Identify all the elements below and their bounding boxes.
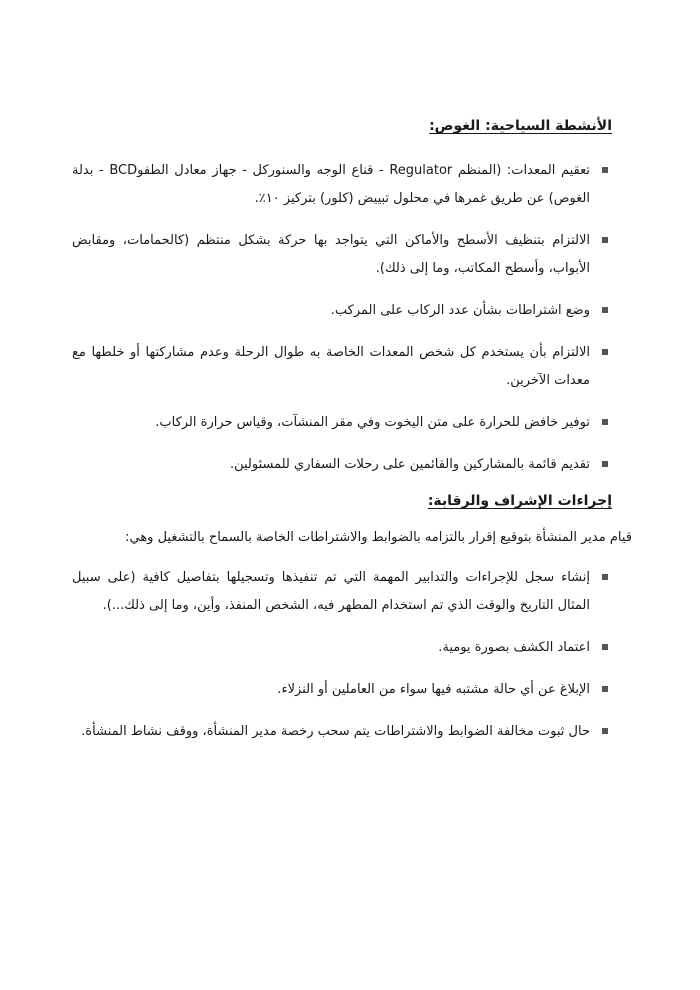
bullet-icon — [602, 686, 608, 692]
list-item — [72, 157, 612, 213]
supervision-list — [72, 564, 612, 746]
bullet-icon — [602, 167, 608, 173]
diving-section — [72, 115, 612, 479]
bullet-icon — [602, 419, 608, 425]
bullet-icon — [602, 574, 608, 580]
bullet-icon — [602, 644, 608, 650]
list-item — [72, 339, 612, 395]
list-item — [72, 409, 612, 437]
list-item-text: تقديم قائمة بالمشاركين والقائمين على رحلات السفاري للمسئولين. — [229, 457, 590, 472]
diving-heading: الأنشطة السياحية: الغوص: — [429, 118, 612, 134]
list-item-text: الإبلاغ عن أي حالة مشتبه فيها سواء من العاملين أو النزلاء. — [277, 682, 590, 697]
bullet-icon — [602, 461, 608, 467]
list-item — [72, 227, 612, 283]
list-item — [72, 297, 612, 325]
bullet-icon — [602, 237, 608, 243]
list-item-text: تعقيم المعدات: (المنظم Regulator - قناع الوجه والسنوركل - جهاز معادل الطفوBCD - بدلة الغوص) عن طريق غمرها في محلول تبييض (كلور) بتركيز ١٠٪. — [72, 163, 590, 206]
supervision-intro: قيام مدير المنشأة بتوقيع إقرار بالتزامه بالضوابط والاشتراطات الخاصة بالسماح بالتشغيل وهي: — [125, 530, 632, 545]
list-item-text: الالتزام بتنظيف الأسطح والأماكن التي يتواجد بها حركة بشكل منتظم (كالحمامات، ومقابض الأبواب، وأسطح المكاتب، وما إلى ذلك). — [72, 233, 590, 276]
list-item-text: حال ثبوت مخالفة الضوابط والاشتراطات يتم سحب رخصة مدير المنشأة، ووقف نشاط المنشأة. — [81, 724, 590, 739]
list-item-text: الالتزام بأن يستخدم كل شخص المعدات الخاصة به طوال الرحلة وعدم مشاركتها أو خلطها مع معدات الآخرين. — [72, 345, 590, 388]
list-item — [72, 676, 612, 704]
bullet-icon — [602, 307, 608, 313]
list-item — [72, 718, 612, 746]
bullet-icon — [602, 728, 608, 734]
list-item — [72, 451, 612, 479]
list-item-text: توفير خافض للحرارة على متن اليخوت وفي مقر المنشآت، وقياس حرارة الركاب. — [155, 415, 590, 430]
list-item — [72, 564, 612, 620]
list-item-text: وضع اشتراطات بشأن عدد الركاب على المركب. — [330, 303, 590, 318]
diving-list — [72, 157, 612, 479]
supervision-heading: إجراءات الإشراف والرقابة: — [427, 493, 612, 509]
list-item — [72, 634, 612, 662]
list-item-text: اعتماد الكشف بصورة يومية. — [438, 640, 590, 655]
bullet-icon — [602, 349, 608, 355]
list-item-text: إنشاء سجل للإجراءات والتدابير المهمة التي تم تنفيذها وتسجيلها بتفاصيل كافية (على سبيل المثال التاريخ والوقت الذي تم استخدام المطهر فيه، الشخص المنفذ، وأين، وما إلى ذلك...). — [72, 570, 590, 613]
supervision-section — [72, 490, 632, 746]
